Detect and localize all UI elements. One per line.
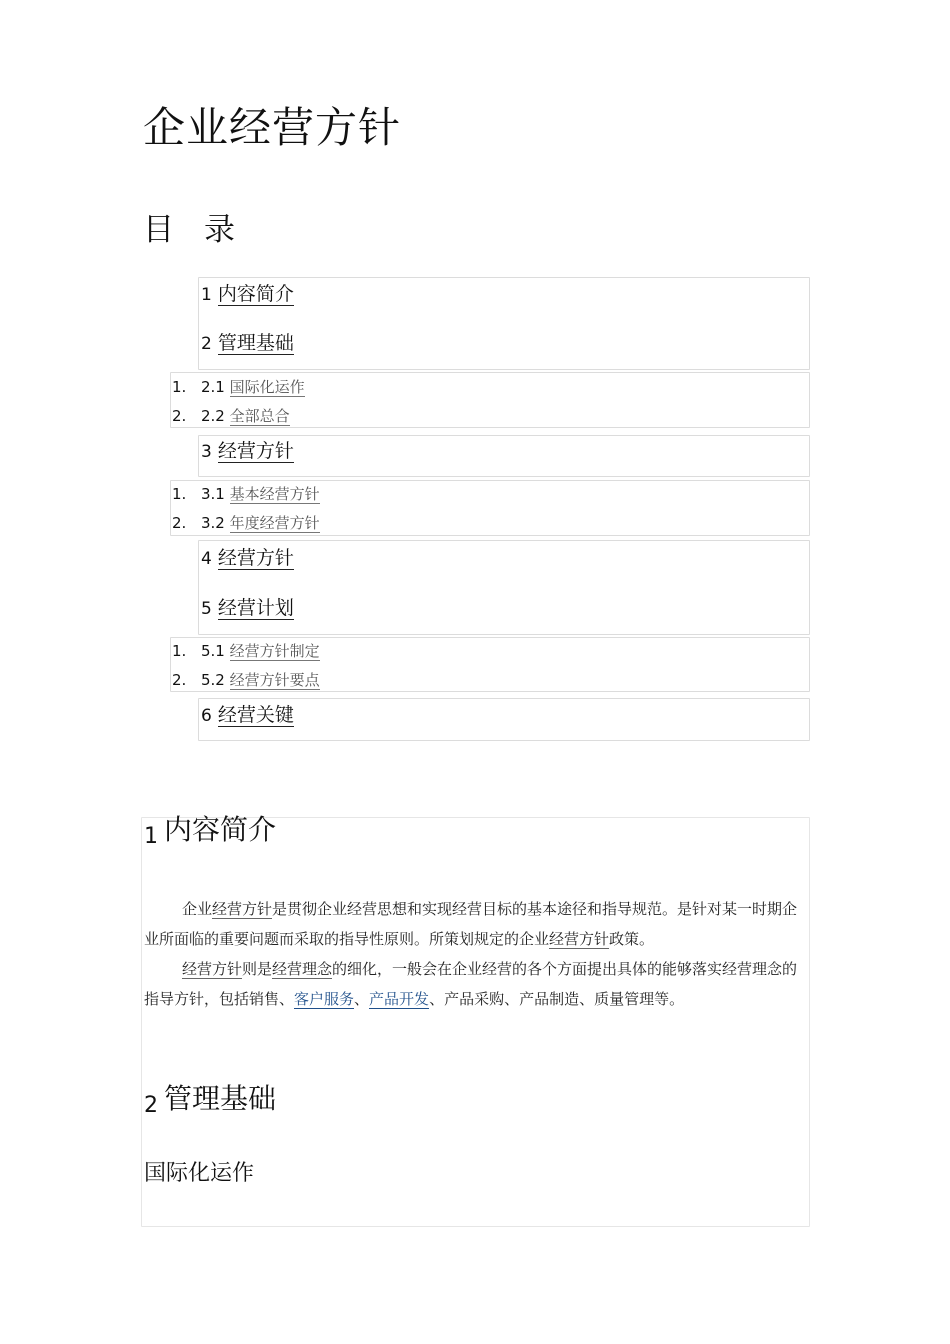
toc-subitem-2-1[interactable]: 1. 2.1 国际化运作 xyxy=(172,378,305,396)
toc-sublink-3-2[interactable]: 年度经营方针 xyxy=(229,514,320,532)
toc-link-3[interactable]: 经营方针 xyxy=(217,440,294,462)
term-link-jingying-fangzhen-3[interactable]: 经营方针 xyxy=(182,960,243,978)
toc-link-1[interactable]: 内容简介 xyxy=(217,283,294,305)
toc-link-2[interactable]: 管理基础 xyxy=(217,332,294,354)
term-link-jingying-fangzhen-2[interactable]: 经营方针 xyxy=(549,930,610,948)
toc-sublink-2-2[interactable]: 全部总合 xyxy=(229,407,290,425)
section-1-paragraph-2: 经营方针则是经营理念的细化，一般会在企业经营的各个方面提出具体的能够落实经营理念的指导方针，包括销售、客户服务、产品开发、产品采购、产品制造、质量管理等。 xyxy=(144,960,798,1008)
toc-item-4[interactable]: 4 经营方针 xyxy=(201,547,294,569)
document-title: 企业经营方针 xyxy=(143,103,402,152)
toc-subitem-2-2[interactable]: 2. 2.2 全部总合 xyxy=(172,407,290,425)
toc-heading xyxy=(143,208,235,252)
term-link-jingying-fangzhen[interactable]: 经营方针 xyxy=(212,900,273,918)
toc-subitem-3-1[interactable]: 1. 3.1 基本经营方针 xyxy=(172,485,320,503)
term-link-chanpin-kaifa[interactable]: 产品开发 xyxy=(369,990,430,1008)
toc-sublink-2-1[interactable]: 国际化运作 xyxy=(229,378,305,396)
toc-subitem-5-1[interactable]: 1. 5.1 经营方针制定 xyxy=(172,642,320,660)
toc-link-6[interactable]: 经营关键 xyxy=(217,704,294,726)
toc-link-5[interactable]: 经营计划 xyxy=(217,597,294,619)
section-1-heading: 1 内容简介 xyxy=(144,813,277,849)
section-2-heading: 2 管理基础 xyxy=(144,1082,277,1118)
toc-item-1[interactable]: 1 内容简介 xyxy=(201,283,294,305)
toc-item-2[interactable]: 2 管理基础 xyxy=(201,332,294,354)
toc-heading-left: 目 xyxy=(143,212,174,248)
term-link-jingying-linian[interactable]: 经营理念 xyxy=(272,960,333,978)
toc-heading-right: 录 xyxy=(204,212,235,248)
toc-sublink-3-1[interactable]: 基本经营方针 xyxy=(229,485,320,503)
section-2-subheading: 国际化运作 xyxy=(144,1161,255,1186)
toc-sublink-5-1[interactable]: 经营方针制定 xyxy=(229,642,320,660)
toc-subitem-5-2[interactable]: 2. 5.2 经营方针要点 xyxy=(172,671,320,689)
toc-sublink-5-2[interactable]: 经营方针要点 xyxy=(229,671,320,689)
term-link-kehu-fuwu[interactable]: 客户服务 xyxy=(294,990,355,1008)
section-1-paragraph-1: 企业经营方针是贯彻企业经营思想和实现经营目标的基本途径和指导规范。是针对某一时期企业所面临的重要问题而采取的指导性原则。所策划规定的企业经营方针政策。 xyxy=(144,900,798,948)
toc-link-4[interactable]: 经营方针 xyxy=(217,547,294,569)
toc-item-3[interactable]: 3 经营方针 xyxy=(201,440,294,462)
toc-item-5[interactable]: 5 经营计划 xyxy=(201,597,294,619)
toc-subitem-3-2[interactable]: 2. 3.2 年度经营方针 xyxy=(172,514,320,532)
toc-item-6[interactable]: 6 经营关键 xyxy=(201,704,294,726)
